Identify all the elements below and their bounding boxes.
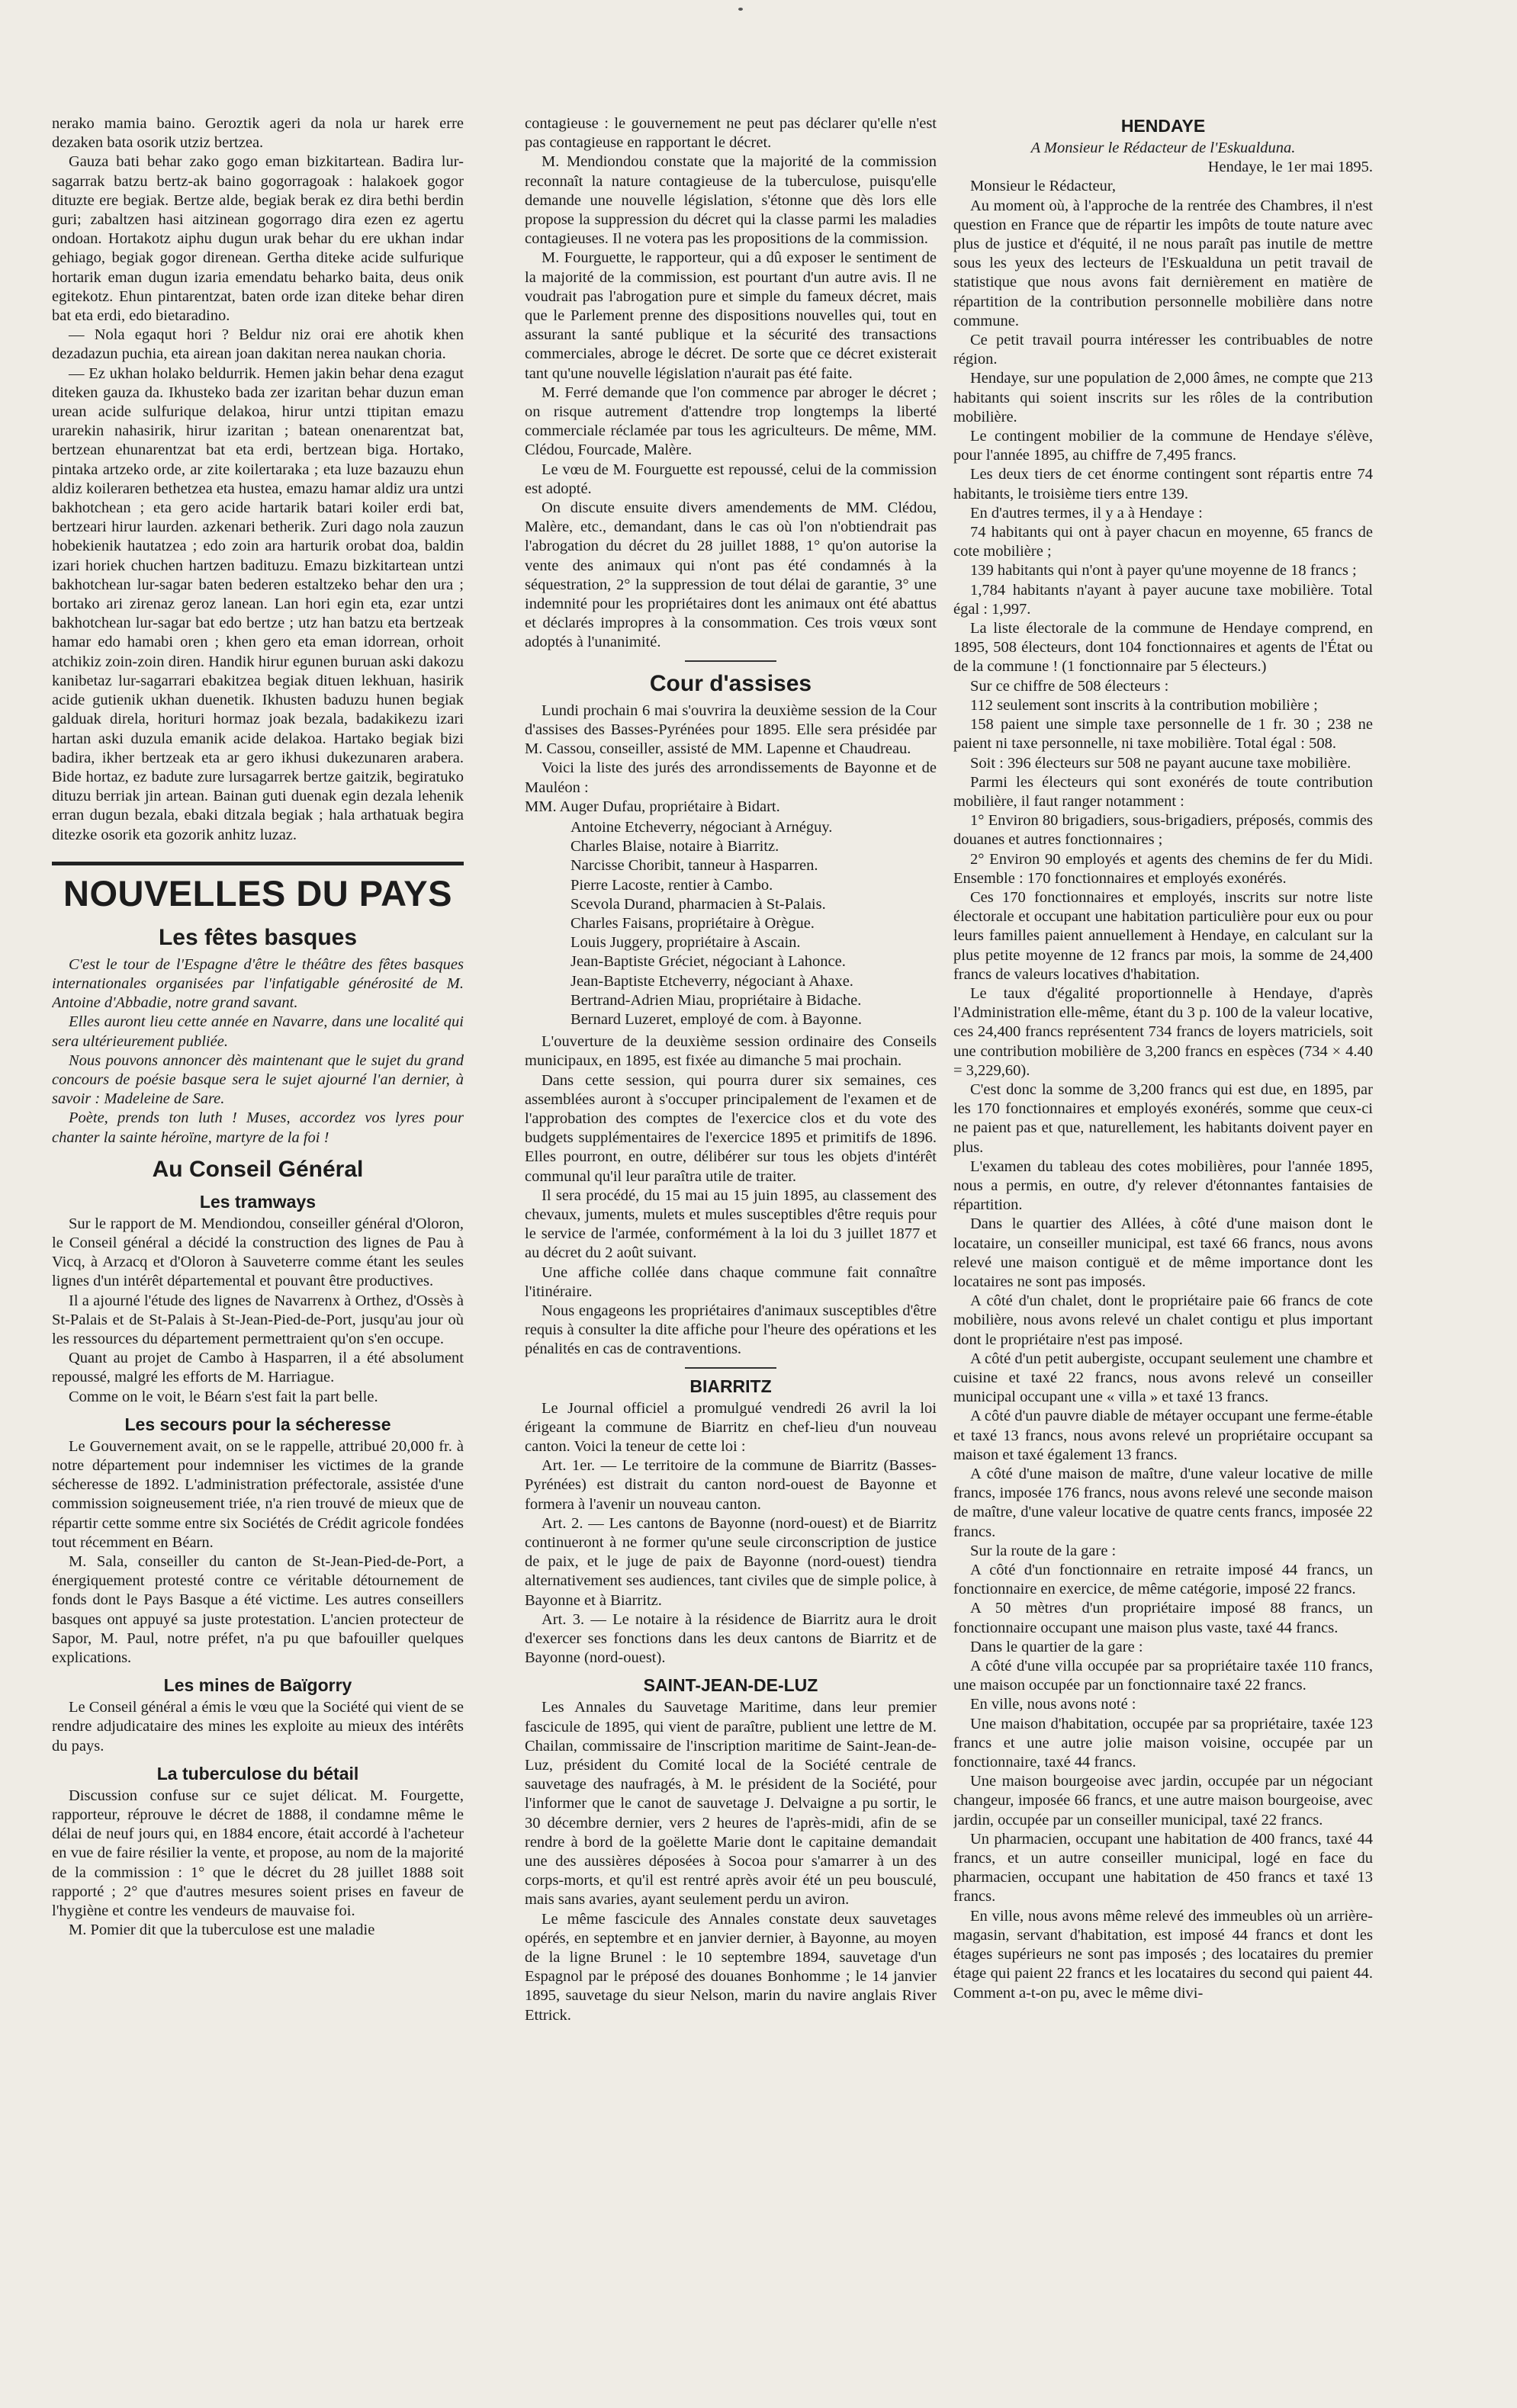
tramways-paragraph: Comme on le voit, le Béarn s'est fait la part belle.: [69, 1388, 378, 1405]
subheading-secours: Les secours pour la sécheresse: [124, 1414, 391, 1434]
list-item: Charles Faisans, propriétaire à Orègue.: [570, 914, 815, 932]
basque-paragraph: nerako mamia baino. Geroztik ageri da nola ur harek erre dezaken bata osorik utziz bertzea.: [52, 115, 464, 152]
hendaye-paragraph: L'examen du tableau des cotes mobilières, pour l'année 1895, nous a permis, en outre, d'y relever d'étonnantes fantaisies de répartition.: [953, 1157, 1373, 1214]
hendaye-paragraph: Le taux d'égalité proportionnelle à Hendaye, d'après l'Administration elle-même, étant du 3 p. 100 de la valeur locative, ces 24,400 francs représentent 734 francs de loyers matriciels, soit une contribution mobilière de 3,200 francs en espèces (734 × 4.40 = 3,229,60).: [953, 984, 1373, 1079]
hendaye-paragraph: 112 seulement sont inscrits à la contribution mobilière ;: [970, 696, 1318, 714]
basque-paragraph: — Ez ukhan holako beldurrik. Hemen jakin behar dena ezagut diteken gauza da. Ikhusteko bada zer izaritan behar duzun eman urean acide sulfurique delakoa, hirur untzi ttipitan emazu urarekin nahasirik, hirur izaritan ; batean onenarentzat bat, bertzean ehunarentzat bat eta erdi, bertzean biga. Hortako, pintaka artzeko orde, ar zite koilertaraka ; eta luze bazauzu ehun aldiz koileraren bethetzea eta hustea, emazu hamar aldiz ura untzi bakhotchean ; eta gero acide hartarik batari koiler erdi bat, bertzeari hirur laurden. azkenari betherik. Zuri dago nola zauzun hobekienik hautatzea ; edo zoin ara harturik orobat doa, baldin izari horiek chuchen hartzen badituzu. Emazu bizkitartean untzi bakhotchean lur-sagar baten bederen estaltzeko behar den ura ; bortako ari zirenaz geroz lanean. Lan hori egin eta, ezar untzi bakhotchean lur-sagar bat edo bertze ; utz han batzu eta bertzeak hamar edo hamabi oren ; khen gero eta eman idorrean, orhoit atchikiz zoin-zoin diren. Handik hirur egunen buruan aski dakozu kanibetaz lur-sagarrari ebakitzea begiak dituen lekhuan, hasirik acide gutienik ukhan duenetik. Ikhusten baduzu hunen begiak galduak direla, horituri hormaz joak bezala, badakikezu izari hartan aski duzula emanik acide delakoa. Hartako begiak bizi badira, ikher bertzeak eta ar gero ikhusi dukezunaren arabera. Bide hortaz, ez badute zure lursagarrek bertze gaitzik, begiratuko dituzu berriak jin artean. Bainan guti duenak egin dezala lehenik erran dugun bezala, ebaki ditzala begiak ; hala arthatuak begira ditezke osorik eta gozorik anhitz luzaz.: [52, 364, 464, 843]
hendaye-paragraph: 74 habitants qui ont à payer chacun en moyenne, 65 francs de cote mobilière ;: [953, 524, 1373, 560]
separator-rule: [685, 660, 776, 662]
list-item: Scevola Durand, pharmacien à St-Palais.: [570, 895, 826, 913]
list-item: Pierre Lacoste, rentier à Cambo.: [570, 876, 773, 894]
hendaye-paragraph: La liste électorale de la commune de Hendaye comprend, en 1895, 508 électeurs, dont 104 fonctionnaires et agents de l'État ou de la commune ! (1 fonctionnaire par 5 électeurs.): [953, 620, 1373, 676]
heading-conseil: Au Conseil Général: [152, 1156, 364, 1182]
hendaye-letter-body: [953, 197, 1373, 2003]
subheading-mines: Les mines de Baïgorry: [163, 1675, 352, 1696]
hendaye-paragraph: A 50 mètres d'un propriétaire imposé 88 francs, un fonctionnaire occupant une maison plus vaste, taxé 44 francs.: [953, 1600, 1373, 1636]
biarritz-paragraph: Art. 1er. — Le territoire de la commune de Biarritz (Basses-Pyrénées) est distrait du canton nord-ouest de Bayonne et formera à l'avenir un nouveau canton.: [525, 1457, 937, 1513]
heading-assises: Cour d'assises: [649, 670, 812, 696]
hendaye-paragraph: Parmi les électeurs qui sont exonérés de toute contribution mobilière, il faut ranger notamment :: [953, 773, 1373, 810]
hendaye-paragraph: Au moment où, à l'approche de la rentrée des Chambres, il n'est question en France que de répartir les impôts de toute nature avec plus de justice et d'équité, il ne nous paraît pas inutile de mettre sous les yeux des lecteurs de l'Eskualduna un petit travail de statistique que nous avons fait dernièrement en matière de répartition de la contribution personnelle mobilière dans notre commune.: [953, 197, 1373, 329]
session-paragraph: Nous engageons les propriétaires d'animaux susceptibles d'être requis à consulter la dite affiche pour l'heure des opérations et les pénalités en cas de contraventions.: [525, 1302, 937, 1358]
hendaye-paragraph: Sur la route de la gare :: [970, 1542, 1117, 1559]
tuberculose-paragraph: Discussion confuse sur ce sujet délicat. M. Fourgette, rapporteur, réprouve le décret de 1888, il condamne même le délai de neuf jours qui, en 1884 encore, était accordé à l'acheteur en vue de faire résilier la vente, et propose, au nom de la majorité de la commission : 1° que le décret du 28 juillet 1888 soit rapporté ; 2° que d'autres mesures soient prises en faveur de l'hygiène et contre les vendeurs de mauvaise foi.: [52, 1787, 464, 1920]
jures-list: [525, 818, 937, 1029]
tuberculose-paragraph: M. Fourguette, le rapporteur, qui a dû exposer le sentiment de la majorité de la commission, est pourtant d'un autre avis. Il ne voudrait pas l'abrogation pure et simple du fameux décret, mais que le Parlement prenne des dispositions nouvelles qui, tout en assurant la santé publique et la sécurité des transactions commerciales, abroge le décret. De sorte que ce décret existerait tant qu'une nouvelle législation n'aurait pas été faite.: [525, 249, 937, 382]
hendaye-paragraph: A côté d'un petit aubergiste, occupant seulement une chambre et cuisine et taxé 22 francs, nous avons relevé un conseiller municipal occupant une « villa » et taxé 13 francs.: [953, 1350, 1373, 1406]
session-paragraph: L'ouverture de la deuxième session ordinaire des Conseils municipaux, en 1895, est fixée au dimanche 5 mai prochain.: [525, 1033, 937, 1070]
hendaye-paragraph: 2° Environ 90 employés et agents des chemins de fer du Midi. Ensemble : 170 fonctionnaires et employés exonérés.: [953, 850, 1373, 887]
hendaye-paragraph: 158 paient une simple taxe personnelle de 1 fr. 30 ; 238 ne paient ni taxe personnelle, ni taxe mobilière. Total égal : 508.: [953, 716, 1373, 753]
subheading-tramways: Les tramways: [199, 1191, 317, 1212]
hendaye-paragraph: Le contingent mobilier de la commune de Hendaye s'élève, pour l'année 1895, au chiffre de 7,495 francs.: [953, 428, 1373, 464]
heading-fetes: Les fêtes basques: [158, 924, 358, 950]
biarritz-paragraph: Art. 3. — Le notaire à la résidence de Biarritz aura le droit d'exercer ses fonctions dans les deux cantons de Biarritz et de Bayonne (nord-ouest).: [525, 1610, 937, 1667]
hendaye-paragraph: Une maison d'habitation, occupée par sa propriétaire, taxée 123 francs et une autre jolie maison voisine, occupée par un fonctionnaire, taxé 44 francs.: [953, 1715, 1373, 1771]
session-paragraph: Une affiche collée dans chaque commune fait connaître l'itinéraire.: [525, 1263, 937, 1300]
hendaye-paragraph: A côté d'une maison de maître, d'une valeur locative de mille francs, imposée 176 francs, nous avons relevé une seconde maison de maître, d'une valeur locative de quatre cents francs, imposée 22 francs.: [953, 1466, 1373, 1540]
basque-paragraph: Gauza bati behar zako gogo eman bizkitartean. Badira lur-sagarrak batzu bertz-ak baino gogorragoak : halakoek gogor dituzte ere begiak. Bertze alde, begiak berak ez dira bethi berdin guri; zabaltzen hasi aitzinean gogorrago dira ezen ez agertu ondoan. Hortakotz aiphu dugun urak behar du ere ukhan indar gehiago, begiak gogor direnean. Gertha diteke acide sulfurique hortarik eman dugun izaria emendatu beharko baita, deus onik egitekotz. Ehun pintarentzat, baten orde izan diteke behar diren bat eta erdi, edo bietaradino.: [52, 153, 464, 325]
list-item: Antoine Etcheverry, négociant à Arnéguy.: [570, 818, 833, 836]
dedication: A Monsieur le Rédacteur de l'Eskualduna.: [1030, 140, 1296, 156]
tramways-paragraph: Quant au projet de Cambo à Hasparren, il a été absolument repoussé, malgré les efforts de M. Harriague.: [52, 1350, 464, 1386]
column-2: [525, 114, 937, 2394]
hendaye-paragraph: Ce petit travail pourra intéresser les contribuables de notre région.: [953, 332, 1373, 368]
hendaye-paragraph: 1° Environ 80 brigadiers, sous-brigadiers, préposés, commis des douanes et autres fonctionnaires ;: [953, 812, 1373, 849]
list-item: Jean-Baptiste Gréciet, négociant à Lahonce.: [570, 953, 846, 971]
subheading-tuberculose: La tuberculose du bétail: [156, 1763, 359, 1784]
heading-saint-jean-de-luz: SAINT-JEAN-DE-LUZ: [643, 1675, 818, 1696]
tuberculose-paragraph: On discute ensuite divers amendements de MM. Clédou, Malère, etc., demandant, dans le cas où l'on n'obtiendrait pas l'abrogation du décret du 28 juillet 1888, 1° qu'on autorise la vente des animaux qui n'ont pas été condamnés à la séquestration, 2° la suppression de tout délai de garantie, 3° une indemnité pour les propriétaires dont les animaux ont été abattus et déclarés impropres à la consommation. Ces trois vœux sont adoptés à l'unanimité.: [525, 499, 937, 651]
biarritz-paragraph: Art. 2. — Les cantons de Bayonne (nord-ouest) et de Biarritz continueront à ne former qu'une seule circonscription de justice de paix, et le juge de paix de Bayonne (nord-ouest) tiendra alternativement ses audiences, tant civiles que de simple police, à Bayonne et à Biarritz.: [525, 1514, 937, 1609]
heading-biarritz: BIARRITZ: [689, 1376, 772, 1396]
hendaye-paragraph: Un pharmacien, occupant une habitation de 400 francs, taxé 44 francs, et un autre conseiller municipal, logé en face du pharmacien, occupant une habitation de 450 francs et taxé 13 francs.: [953, 1830, 1373, 1906]
column-3: [953, 114, 1373, 2394]
hendaye-paragraph: A côté d'un chalet, dont le propriétaire paie 66 francs de cote mobilière, nous avons relevé un chalet contigu et plus important dont le propriétaire n'est pas imposé.: [953, 1292, 1373, 1348]
hendaye-paragraph: Soit : 396 électeurs sur 508 ne payant aucune taxe mobilière.: [970, 754, 1351, 772]
hendaye-paragraph: 139 habitants qui n'ont à payer qu'une moyenne de 18 francs ;: [970, 562, 1357, 580]
tuberculose-paragraph: M. Ferré demande que l'on commence par abroger le décret ; on risque autrement d'attendre trop longtemps la liberté commerciale réclamée par tous les agriculteurs. De même, MM. Clédou, Fourcade, Malère.: [525, 384, 937, 459]
hendaye-paragraph: A côté d'un fonctionnaire en retraite imposé 44 francs, un fonctionnaire en exercice, de même catégorie, imposé 22 francs.: [953, 1562, 1373, 1598]
hendaye-paragraph: Sur ce chiffre de 508 électeurs :: [970, 677, 1169, 695]
tramways-paragraph: Il a ajourné l'étude des lignes de Navarrenx à Orthez, d'Ossès à St-Palais et de St-Palais à St-Jean-Pied-de-Port, jusqu'au jour où les ressources du département permettraient qu'on s'en occupe.: [52, 1292, 464, 1347]
stjean-paragraph: Les Annales du Sauvetage Maritime, dans leur premier fascicule de 1895, qui vient de paraître, publient une lettre de M. Chailan, commissaire de l'inscription maritime de Saint-Jean-de-Luz, président du Comité local de la Société centrale de sauvetage des naufragés, à M. le président de la Société, pour l'informer que le canot de sauvetage J. Delvaigne a pu sortir, le 30 décembre dernier, vers 2 heures de l'après-midi, afin de se rendre à bord de la goëlette Marie dont le capitaine demandait une des aussières déposées à Socoa pour s'amarrer à un des corps-morts, et qu'il est rentré après avoir été un peu bousculé, mais sans avaries, ayant seulement perdu un aviron.: [525, 1699, 937, 1909]
secours-paragraph: M. Sala, conseiller du canton de St-Jean-Pied-de-Port, a énergiquement protesté contre ce véritable détournement de fonds dont le Pays Basque a été victime. Les autres conseillers basques ont appuyé sa juste protestation. L'ancien protecteur de Sapor, M. Paul, notre préfet, n'a pu que bafouiller quelques explications.: [52, 1553, 464, 1667]
jures-intro: MM. Auger Dufau, propriétaire à Bidart.: [525, 798, 780, 815]
tuberculose-paragraph: Le vœu de M. Fourguette est repoussé, celui de la commission est adopté.: [525, 461, 937, 497]
session-paragraph: Dans cette session, qui pourra durer six semaines, ces assemblées auront à s'occuper principalement de l'examen et de l'approbation des comptes de l'exercice clos et du vote des budgets supplémentaires de l'exercice 1895 et primitifs de 1896. Elles pourront, en outre, délibérer sur tous les objets d'intérêt communal qu'il leur paraîtra utile de traiter.: [525, 1071, 937, 1185]
dateline: Hendaye, le 1er mai 1895.: [1207, 159, 1373, 176]
fetes-paragraph: Poète, prends ton luth ! Muses, accordez vos lyres pour chanter la sainte héroïne, martyre de la foi !: [52, 1109, 464, 1146]
hendaye-paragraph: En ville, nous avons même relevé des immeubles où un arrière-magasin, servant d'habitation, est imposé 44 francs et dont les étages supérieurs ne sont pas imposés ; des locataires du premier étage qui paient 22 francs et les locataires du second qui paient 44. Comment a-t-on pu, avec le même divi-: [953, 1907, 1373, 2002]
tuberculose-paragraph: M. Pomier dit que la tuberculose est une maladie: [69, 1922, 375, 1939]
basque-paragraph: — Nola egaqut hori ? Beldur niz orai ere ahotik khen dezadazun puchia, eta airean joan dakitan nerea naukan choria.: [52, 326, 464, 363]
hendaye-paragraph: Dans le quartier de la gare :: [970, 1638, 1143, 1655]
assises-paragraph: Voici la liste des jurés des arrondissements de Bayonne et de Mauléon :: [525, 759, 937, 796]
fetes-paragraph: Nous pouvons annoncer dès maintenant que le sujet du grand concours de poésie basque sera le sujet ajourné l'an dernier, à savoir : Madeleine de Sare.: [52, 1051, 464, 1108]
fetes-paragraph: Elles auront lieu cette année en Navarre, dans une localité qui sera ultérieurement publiée.: [52, 1013, 464, 1050]
section-banner-nouvelles: NOUVELLES DU PAYS: [52, 862, 464, 916]
list-item: Narcisse Choribit, tanneur à Hasparren.: [570, 857, 818, 875]
hendaye-paragraph: En d'autres termes, il y a à Hendaye :: [970, 504, 1203, 522]
stjean-paragraph: Le même fascicule des Annales constate deux sauvetages opérés, en septembre et en janvier dernier, à Bayonne, au moyen de la ligne Brunel : le 10 septembre 1894, sauvetage d'un Espagnol par le préposé des douanes Bonhomme ; le 14 janvier 1895, sauvetage du sieur Nelson, marin du navire anglais River Ettrick.: [525, 1910, 937, 2024]
list-item: Louis Juggery, propriétaire à Ascain.: [570, 934, 801, 952]
hendaye-paragraph: Dans le quartier des Allées, à côté d'une maison dont le locataire, un conseiller municipal, est taxé 66 francs, nous avons relevé une maison contiguë et de même importance dont les locataires ne sont pas imposés.: [953, 1215, 1373, 1290]
hendaye-paragraph: A côté d'un pauvre diable de métayer occupant une ferme-étable et taxé 13 francs, nous avons relevé un propriétaire occupant sa maison et taxé également 13 francs.: [953, 1408, 1373, 1463]
list-item: Charles Blaise, notaire à Biarritz.: [570, 838, 779, 856]
hendaye-paragraph: Une maison bourgeoise avec jardin, occupée par un négociant changeur, imposée 66 francs, et une autre maison bourgeoise, avec jardin, occupée par un conseiller municipal, taxé 22 francs.: [953, 1773, 1373, 1828]
column-1: [52, 114, 464, 2394]
hendaye-paragraph: 1,784 habitants n'ayant à payer aucune taxe mobilière. Total égal : 1,997.: [953, 581, 1373, 618]
list-item: Bernard Luzeret, employé de com. à Bayonne.: [570, 1010, 862, 1028]
secours-paragraph: Le Gouvernement avait, on se le rappelle, attribué 20,000 fr. à notre département pour indemniser les victimes de la grande sécheresse de 1892. L'administration préfectorale, assistée d'une commission soigneusement triée, n'a rien trouvé de mieux que de répartir cette somme entre six Sociétés de Crédit agricole fondées tout récemment en Béarn.: [52, 1437, 464, 1551]
hendaye-paragraph: Hendaye, sur une population de 2,000 âmes, ne compte que 213 habitants qui soient inscrits sur les rôles de la contribution mobilière.: [953, 370, 1373, 425]
tramways-paragraph: Sur le rapport de M. Mendiondou, conseiller général d'Oloron, le Conseil général a décidé la construction des lignes de Pau à Vicq, à Arzacq et d'Oloron à Sauveterre comme étant les seules lignes d'un intérêt départemental et pouvant être productives.: [52, 1215, 464, 1290]
list-item: Bertrand-Adrien Miau, propriétaire à Bidache.: [570, 991, 862, 1009]
separator-rule: [685, 1367, 776, 1369]
hendaye-paragraph: Ces 170 fonctionnaires et employés, inscrits sur notre liste électorale et occupant une habitation particulière pour eux ou pour leurs familles paient annuellement à Hendaye, en calculant sur la plus petite moyenne de 12 francs par mois, la somme de 24,400 francs de valeurs locatives d'habitation.: [953, 888, 1373, 983]
assises-paragraph: Lundi prochain 6 mai s'ouvrira la deuxième session de la Cour d'assises des Basses-Pyrénées pour 1895. Elle sera présidée par M. Cassou, conseiller, assisté de MM. Lapenne et Chaudreau.: [525, 702, 937, 758]
hendaye-paragraph: Les deux tiers de cet énorme contingent sont répartis entre 74 habitants, le troisième tiers entre 139.: [953, 466, 1373, 502]
heading-hendaye: HENDAYE: [1120, 116, 1206, 136]
list-item: Jean-Baptiste Etcheverry, négociant à Ahaxe.: [570, 972, 853, 990]
hendaye-paragraph: A côté d'une villa occupée par sa propriétaire taxée 110 francs, une maison occupée par un fonctionnaire taxé 22 francs.: [953, 1658, 1373, 1694]
tuberculose-paragraph: contagieuse : le gouvernement ne peut pas déclarer qu'elle n'est pas contagieuse en rapportant le décret.: [525, 115, 937, 152]
tuberculose-paragraph: M. Mendiondou constate que la majorité de la commission reconnaît la nature contagieuse de la tuberculose, puisqu'elle demande une nouvelle législation, s'étonne que dès lors elle propose la suppression du décret qui la classe parmi les maladies contagieuses. Il ne votera pas les propositions de la commission.: [525, 153, 937, 248]
biarritz-paragraph: Le Journal officiel a promulgué vendredi 26 avril la loi érigeant la commune de Biarritz en chef-lieu d'un nouveau canton. Voici la teneur de cette loi :: [525, 1399, 937, 1455]
mines-paragraph: Le Conseil général a émis le vœu que la Société qui vient de se rendre adjudicataire des mines les exploite au mieux des intérêts du pays.: [52, 1699, 464, 1755]
session-paragraph: Il sera procédé, du 15 mai au 15 juin 1895, au classement des chevaux, juments, mulets et mules susceptibles d'être requis pour le service de l'armée, conformément à la loi du 3 juillet 1877 et au décret du 2 août suivant.: [525, 1186, 937, 1262]
hendaye-paragraph: En ville, nous avons noté :: [970, 1696, 1136, 1713]
hendaye-paragraph: C'est donc la somme de 3,200 francs qui est due, en 1895, par les 170 fonctionnaires et employés exonérés, somme que ceux-ci ne paient pas et que, naturellement, les habitants doivent payer en plus.: [953, 1080, 1373, 1156]
fetes-paragraph: C'est le tour de l'Espagne d'être le théâtre des fêtes basques internationales organisées par l'infatigable générosité de M. Antoine d'Abbadie, notre grand savant.: [52, 955, 464, 1012]
salutation: Monsieur le Rédacteur,: [970, 178, 1117, 195]
paper-speck: [738, 8, 743, 11]
